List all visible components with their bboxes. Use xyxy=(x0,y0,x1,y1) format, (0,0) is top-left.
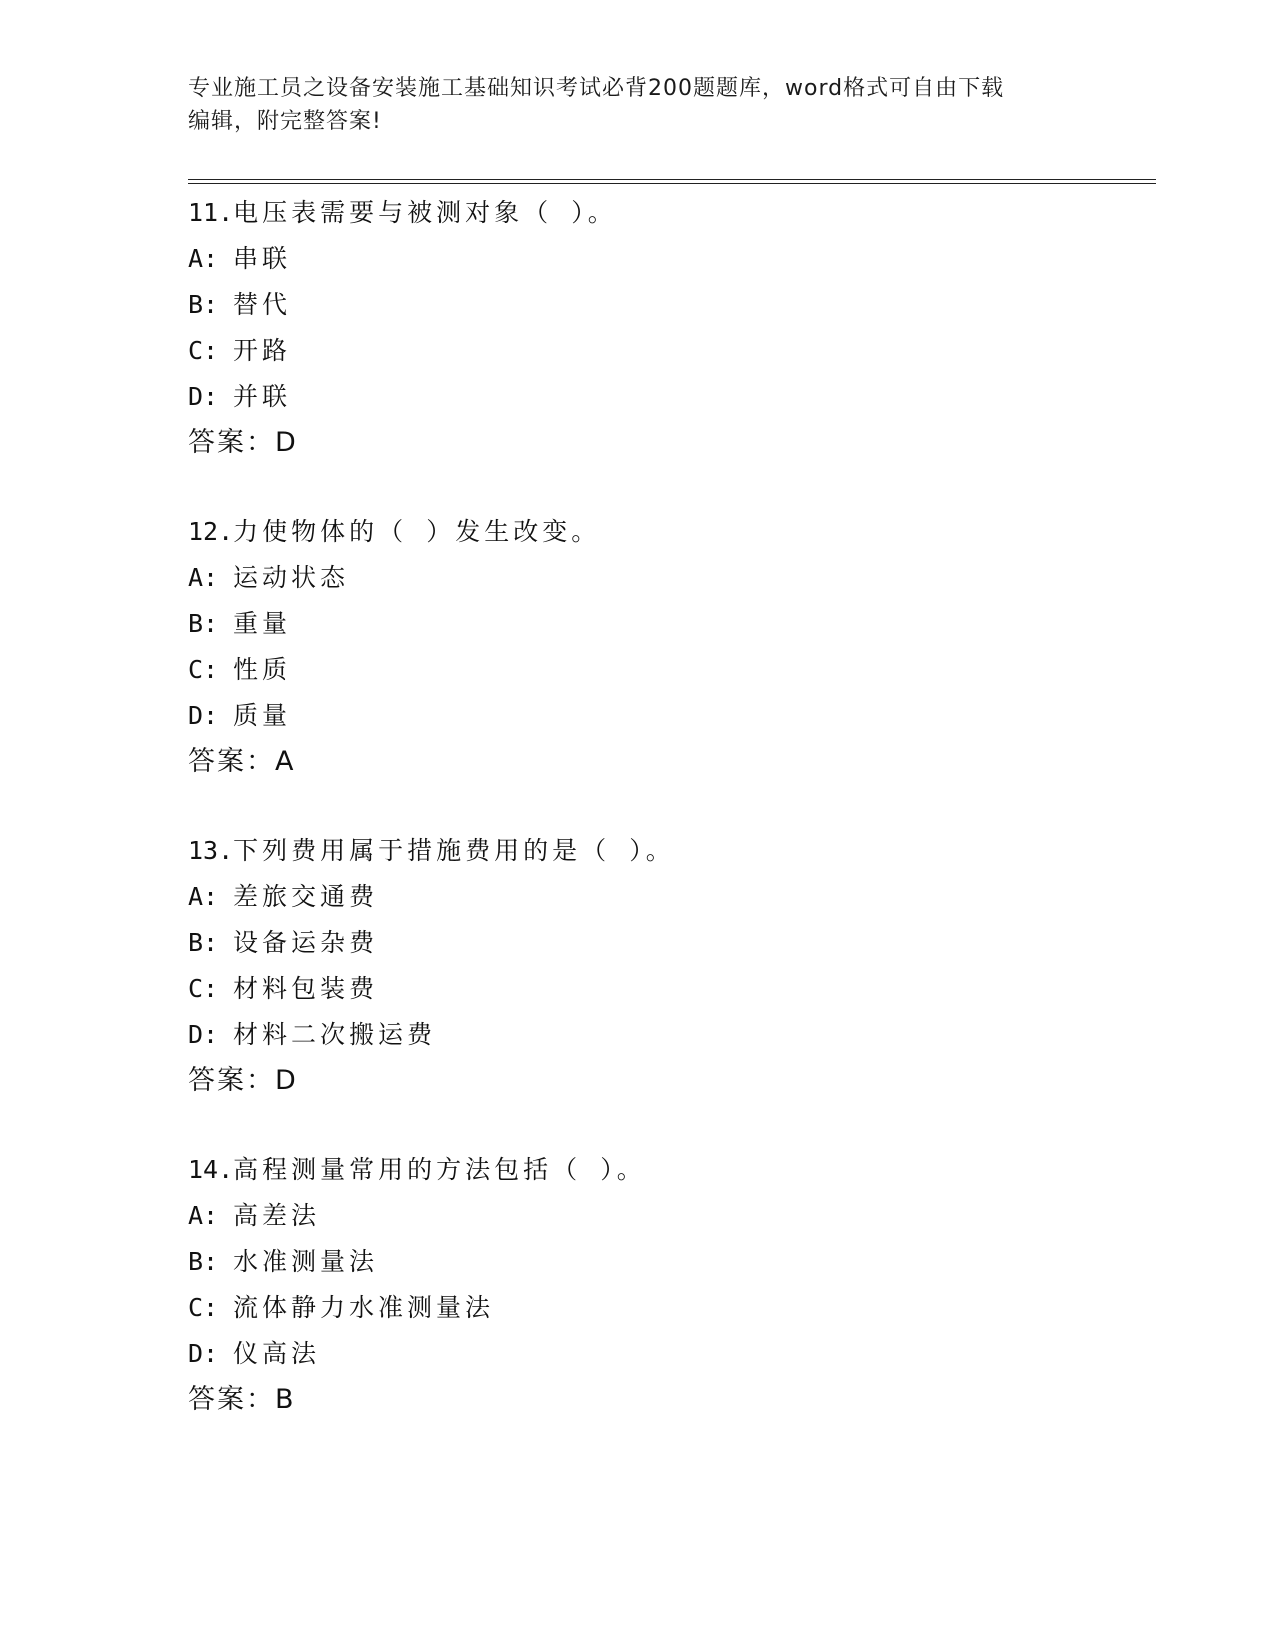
option-d xyxy=(188,693,1148,739)
option-c xyxy=(188,1285,1148,1331)
option-a xyxy=(188,1193,1148,1239)
option-text: 差旅交通费 xyxy=(233,882,379,911)
option-text: 串联 xyxy=(233,244,292,273)
option-text: 并联 xyxy=(233,382,292,411)
option-letter: D: xyxy=(188,382,219,411)
header-divider-bottom xyxy=(188,183,1156,184)
option-text: 替代 xyxy=(233,290,292,319)
question-number: 14. xyxy=(188,1155,234,1184)
question-list xyxy=(188,190,1148,1466)
question-text: 力使物体的（ ）发生改变。 xyxy=(233,517,601,546)
question-text: 下列费用属于措施费用的是（ ）。 xyxy=(233,836,675,865)
question-12 xyxy=(188,509,1148,828)
option-letter: A: xyxy=(188,882,219,911)
answer-line: 答案：B xyxy=(188,1384,296,1415)
option-a xyxy=(188,555,1148,601)
question-text: 高程测量常用的方法包括（ ）。 xyxy=(233,1155,646,1184)
question-13 xyxy=(188,828,1148,1147)
option-text: 材料包装费 xyxy=(233,974,379,1003)
option-letter: D: xyxy=(188,701,219,730)
option-b xyxy=(188,920,1148,966)
option-c xyxy=(188,966,1148,1012)
question-number: 12. xyxy=(188,517,234,546)
option-letter: A: xyxy=(188,563,219,592)
option-d xyxy=(188,1012,1148,1058)
option-letter: D: xyxy=(188,1020,219,1049)
question-stem xyxy=(188,509,1148,555)
answer-line: 答案：D xyxy=(188,1065,298,1096)
question-stem xyxy=(188,828,1148,874)
option-letter: B: xyxy=(188,928,219,957)
option-text: 高差法 xyxy=(233,1201,321,1230)
option-text: 性质 xyxy=(233,655,292,684)
option-c xyxy=(188,328,1148,374)
option-text: 开路 xyxy=(233,336,292,365)
option-b xyxy=(188,601,1148,647)
option-letter: B: xyxy=(188,290,219,319)
option-text: 水准测量法 xyxy=(233,1247,379,1276)
document-header xyxy=(188,72,1088,138)
question-11 xyxy=(188,190,1148,509)
option-letter: C: xyxy=(188,1293,219,1322)
option-text: 质量 xyxy=(233,701,292,730)
option-text: 设备运杂费 xyxy=(233,928,379,957)
option-letter: D: xyxy=(188,1339,219,1368)
option-letter: B: xyxy=(188,1247,219,1276)
question-stem xyxy=(188,190,1148,236)
option-c xyxy=(188,647,1148,693)
option-text: 流体静力水准测量法 xyxy=(233,1293,495,1322)
option-a xyxy=(188,236,1148,282)
option-b xyxy=(188,1239,1148,1285)
option-letter: B: xyxy=(188,609,219,638)
question-number: 13. xyxy=(188,836,234,865)
option-letter: C: xyxy=(188,974,219,1003)
answer-line: 答案：A xyxy=(188,746,296,777)
option-letter: C: xyxy=(188,655,219,684)
option-d xyxy=(188,374,1148,420)
header-title-line-1: 专业施工员之设备安装施工基础知识考试必背200题题库，word格式可自由下载 xyxy=(188,76,1005,101)
option-b xyxy=(188,282,1148,328)
header-divider-top xyxy=(188,179,1156,180)
option-text: 材料二次搬运费 xyxy=(233,1020,437,1049)
option-a xyxy=(188,874,1148,920)
header-title-line-2: 编辑，附完整答案! xyxy=(188,109,382,134)
option-letter: C: xyxy=(188,336,219,365)
question-stem xyxy=(188,1147,1148,1193)
question-14 xyxy=(188,1147,1148,1466)
answer-line: 答案：D xyxy=(188,427,298,458)
option-text: 运动状态 xyxy=(233,563,350,592)
option-letter: A: xyxy=(188,1201,219,1230)
option-text: 仪高法 xyxy=(233,1339,321,1368)
option-text: 重量 xyxy=(233,609,292,638)
option-letter: A: xyxy=(188,244,219,273)
option-d xyxy=(188,1331,1148,1377)
question-text: 电压表需要与被测对象（ ）。 xyxy=(233,198,617,227)
question-number: 11. xyxy=(188,198,234,227)
